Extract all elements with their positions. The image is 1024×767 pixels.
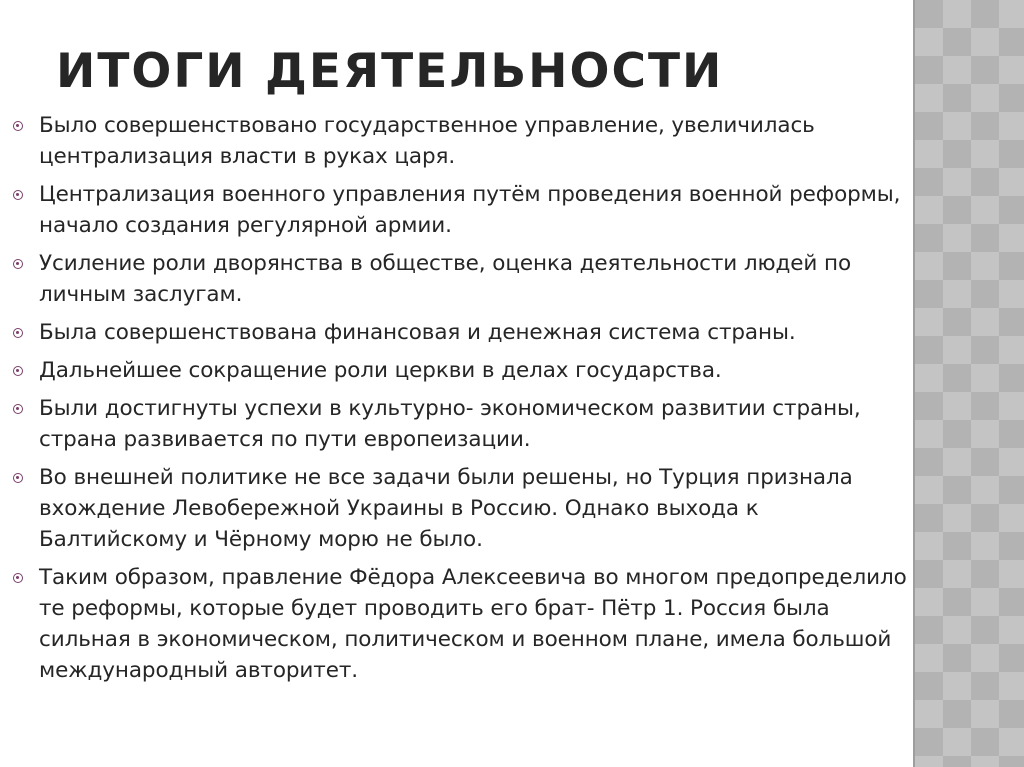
- circle-dot-icon: [13, 190, 23, 200]
- circle-dot-icon: [13, 328, 23, 338]
- bullet-text: Была совершенствована финансовая и денежная система страны.: [39, 320, 796, 345]
- list-item: [10, 355, 910, 386]
- list-item: [10, 317, 910, 348]
- list-item: [10, 179, 910, 241]
- bullet-text: Во внешней политике не все задачи были решены, но Турция признала вхождение Левобережной Украины в Россию. Однако выхода к Балтийскому и Чёрному морю не было.: [39, 465, 853, 552]
- bullet-text: Было совершенствовано государственное управление, увеличилась централизация власти в руках царя.: [39, 113, 815, 169]
- bullet-list: [10, 110, 910, 693]
- list-item: [10, 562, 910, 686]
- circle-dot-icon: [13, 573, 23, 583]
- list-item: [10, 248, 910, 310]
- circle-dot-icon: [13, 404, 23, 414]
- decorative-side-pattern: [913, 0, 1024, 767]
- circle-dot-icon: [13, 259, 23, 269]
- list-item: [10, 462, 910, 555]
- circle-dot-icon: [13, 473, 23, 483]
- bullet-text: Были достигнуты успехи в культурно- экономическом развитии страны, страна развивается по пути европеизации.: [39, 396, 861, 452]
- slide-title: ИТОГИ ДЕЯТЕЛЬНОСТИ: [56, 44, 724, 99]
- bullet-text: Усиление роли дворянства в обществе, оценка деятельности людей по личным заслугам.: [39, 251, 852, 307]
- list-item: [10, 110, 910, 172]
- bullet-text: Дальнейшее сокращение роли церкви в делах государства.: [39, 358, 722, 383]
- bullet-text: Централизация военного управления путём проведения военной реформы, начало создания регулярной армии.: [39, 182, 901, 238]
- circle-dot-icon: [13, 366, 23, 376]
- circle-dot-icon: [13, 121, 23, 131]
- bullet-text: Таким образом, правление Фёдора Алексеевича во многом предопределило те реформы, которые будет проводить его брат- Пётр 1. Россия была сильная в экономическом, политическом и военном плане, имела большой международный авторитет.: [39, 565, 907, 683]
- list-item: [10, 393, 910, 455]
